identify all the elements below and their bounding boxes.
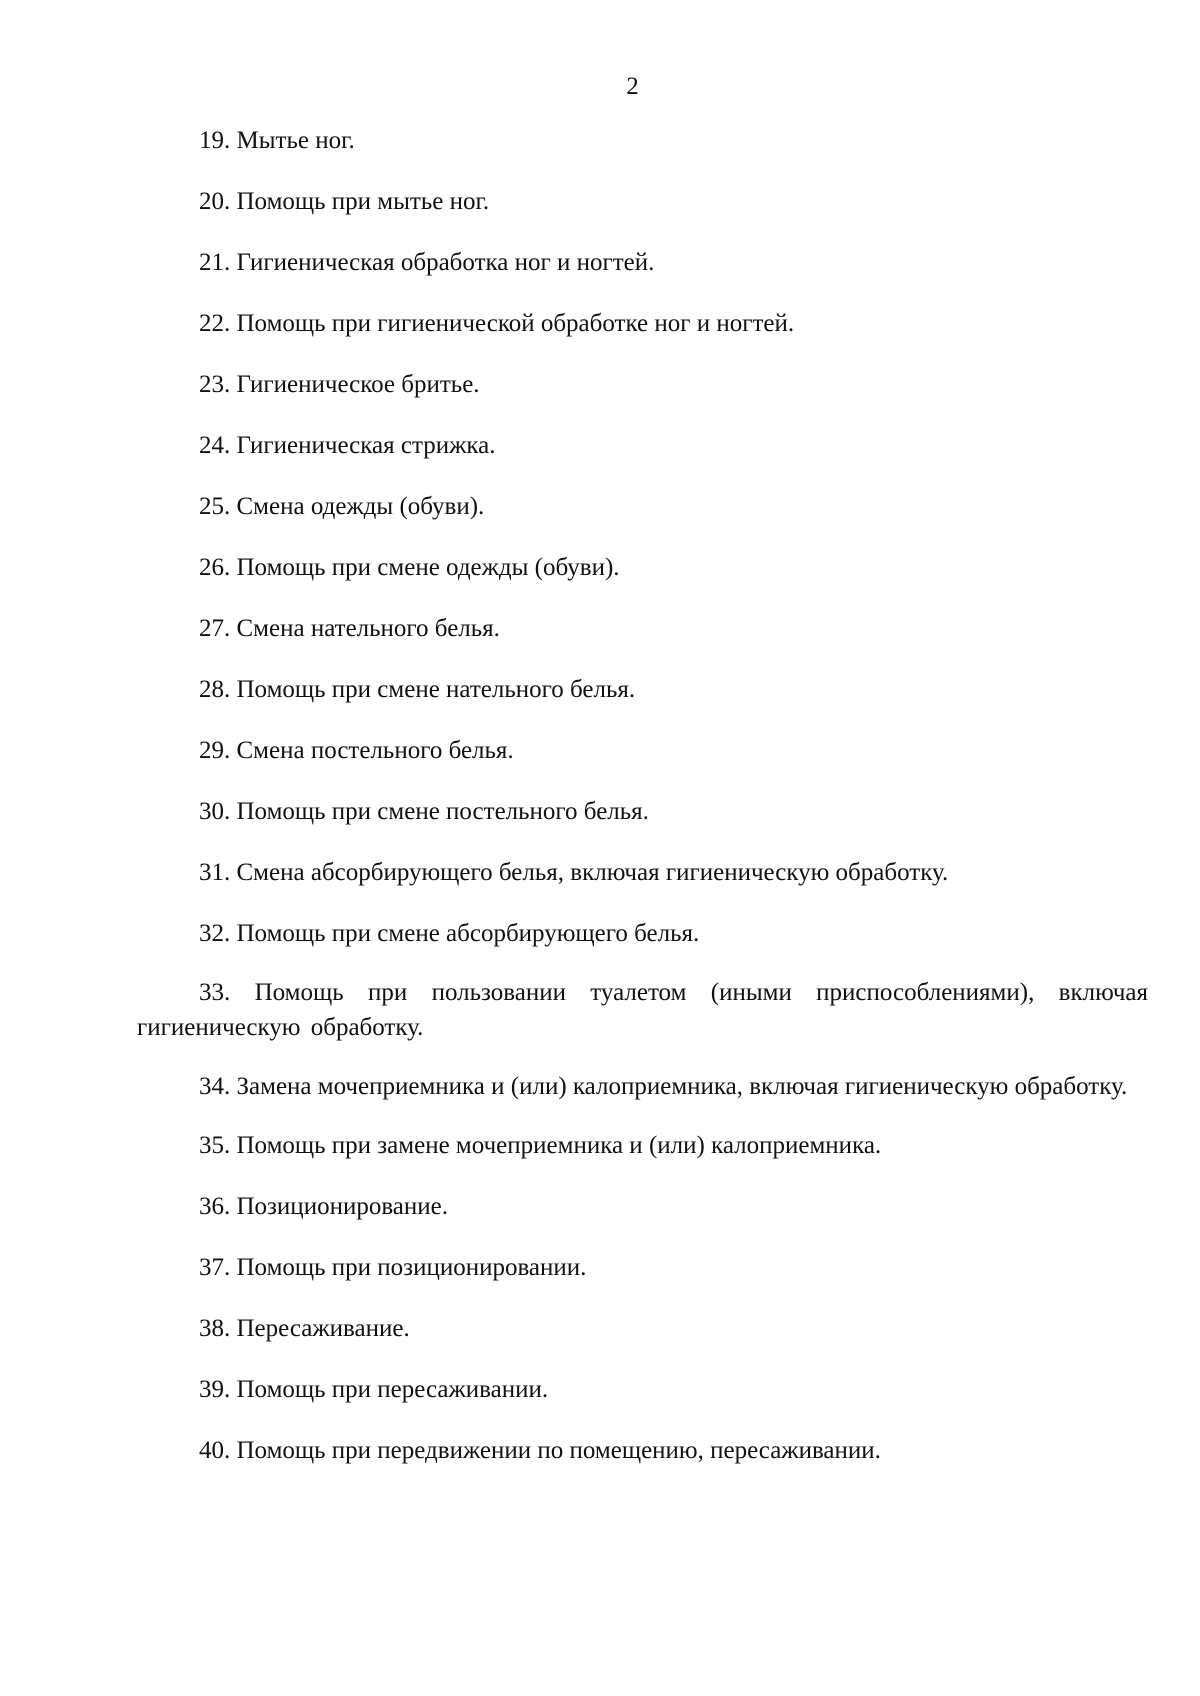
list-item: 26. Помощь при смене одежды (обуви). <box>199 554 620 581</box>
list-item: 28. Помощь при смене нательного белья. <box>199 676 636 703</box>
services-list <box>137 123 1148 1494</box>
list-item: 31. Смена абсорбирующего белья, включая гигиеническую обработку. <box>199 859 949 886</box>
list-item: 20. Помощь при мытье ног. <box>199 188 490 215</box>
list-item: 25. Смена одежды (обуви). <box>199 493 485 520</box>
list-item: 29. Смена постельного белья. <box>199 737 514 764</box>
list-item: 34. Замена мочеприемника и (или) калоприемника, включая гигиеническую обработку. <box>199 1073 1128 1100</box>
list-item: 21. Гигиеническая обработка ног и ногтей. <box>199 249 655 276</box>
list-item: 40. Помощь при передвижении по помещению, пересаживании. <box>199 1437 881 1464</box>
list-item: 39. Помощь при пересаживании. <box>199 1376 549 1403</box>
list-item: 37. Помощь при позиционировании. <box>199 1254 587 1281</box>
list-item: 19. Мытье ног. <box>199 127 355 154</box>
page-number: 2 <box>626 73 639 100</box>
list-item: 38. Пересаживание. <box>199 1315 410 1342</box>
list-item: 35. Помощь при замене мочеприемника и (или) калоприемника. <box>199 1132 882 1159</box>
list-item: 22. Помощь при гигиенической обработке ног и ногтей. <box>199 310 795 337</box>
list-item: 32. Помощь при смене абсорбирующего белья. <box>199 920 700 947</box>
list-item: 24. Гигиеническая стрижка. <box>199 432 496 459</box>
list-item: 30. Помощь при смене постельного белья. <box>199 798 649 825</box>
list-item: 27. Смена нательного белья. <box>199 615 500 642</box>
list-item: 23. Гигиеническое бритье. <box>199 371 480 398</box>
list-item: 36. Позиционирование. <box>199 1193 448 1220</box>
list-item: 33. Помощь при пользовании туалетом (иными приспособлениями), включая гигиеническую обработку. <box>137 979 1148 1041</box>
